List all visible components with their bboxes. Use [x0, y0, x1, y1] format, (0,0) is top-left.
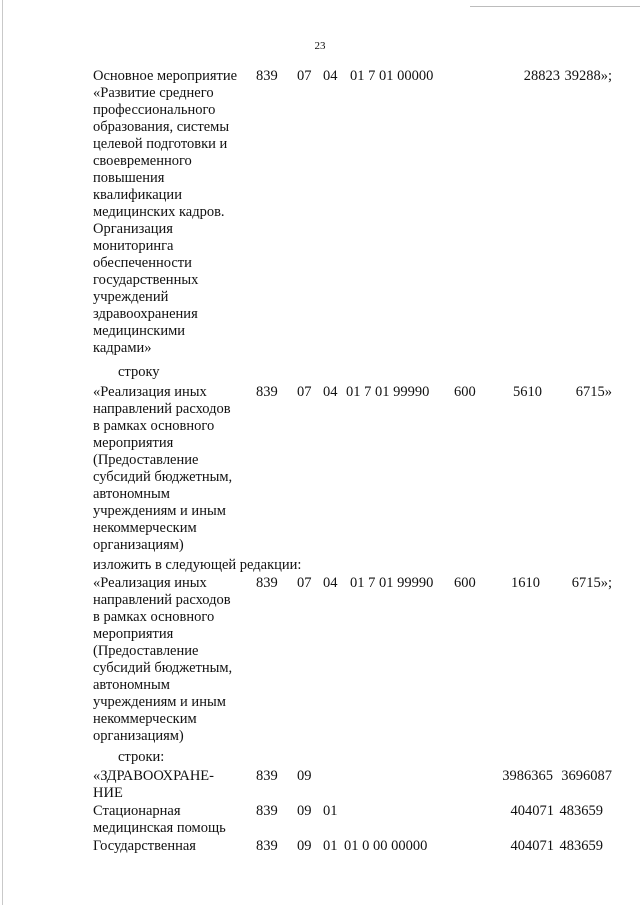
sum-year-1: 404071 — [510, 803, 554, 819]
subsection-code: 01 — [323, 838, 338, 854]
row-name: «Реализация иных направлений расходов в рамках основного мероприятия (Предоставление субсидий бюджетным, автономным учреждениям и иным некоммерческим организациям) — [93, 384, 233, 553]
grbs-code: 839 — [256, 575, 278, 591]
sum-year-2: 483659 — [559, 803, 603, 819]
expense-type-code: 600 — [454, 384, 476, 400]
scan-top-line — [470, 6, 640, 7]
instruction-line: строки: — [118, 749, 165, 765]
sum-year-2: 39288»; — [564, 68, 612, 84]
sum-year-2: 6715»; — [571, 575, 612, 591]
instruction-line: строку — [118, 364, 160, 380]
subsection-code: 04 — [323, 575, 338, 591]
target-article-code: 01 0 00 00000 — [344, 838, 428, 854]
subsection-code: 04 — [323, 384, 338, 400]
section-code: 07 — [297, 68, 312, 84]
grbs-code: 839 — [256, 768, 278, 784]
subsection-code: 04 — [323, 68, 338, 84]
grbs-code: 839 — [256, 838, 278, 854]
sum-year-1: 404071 — [510, 838, 554, 854]
grbs-code: 839 — [256, 803, 278, 819]
sum-year-1: 1610 — [511, 575, 540, 591]
row-name: Стационарная медицинская помощь — [93, 803, 226, 836]
sum-year-2: 483659 — [559, 838, 603, 854]
instruction-line: изложить в следующей редакции: — [93, 557, 302, 573]
row-name: Государственная — [93, 838, 196, 854]
sum-year-2: 3696087 — [561, 768, 612, 784]
sum-year-1: 5610 — [513, 384, 542, 400]
section-code: 07 — [297, 384, 312, 400]
section-code: 09 — [297, 768, 312, 784]
sum-year-2: 6715» — [575, 384, 612, 400]
row-name: «ЗДРАВООХРАНЕ- НИЕ — [93, 768, 214, 801]
sum-year-1: 28823 — [523, 68, 560, 84]
sum-year-1: 3986365 — [502, 768, 553, 784]
expense-type-code: 600 — [454, 575, 476, 591]
target-article-code: 01 7 01 00000 — [350, 68, 434, 84]
scan-edge-line — [2, 0, 3, 905]
row-name: Основное мероприятие «Развитие среднего профессионального образования, системы целевой подготовки и своевременного повышения квалификации медицинских кадров. Организация мониторинга обеспеченности государственных учреждений здравоохранения медицинскими кадрами» — [93, 68, 238, 356]
subsection-code: 01 — [323, 803, 338, 819]
section-code: 09 — [297, 803, 312, 819]
section-code: 09 — [297, 838, 312, 854]
section-code: 07 — [297, 575, 312, 591]
row-name: «Реализация иных направлений расходов в рамках основного мероприятия (Предоставление субсидий бюджетным, автономным учреждениям и иным некоммерческим организациям) — [93, 575, 233, 744]
page-number: 23 — [314, 40, 326, 52]
target-article-code: 01 7 01 99990 — [346, 384, 430, 400]
grbs-code: 839 — [256, 384, 278, 400]
grbs-code: 839 — [256, 68, 278, 84]
target-article-code: 01 7 01 99990 — [350, 575, 434, 591]
